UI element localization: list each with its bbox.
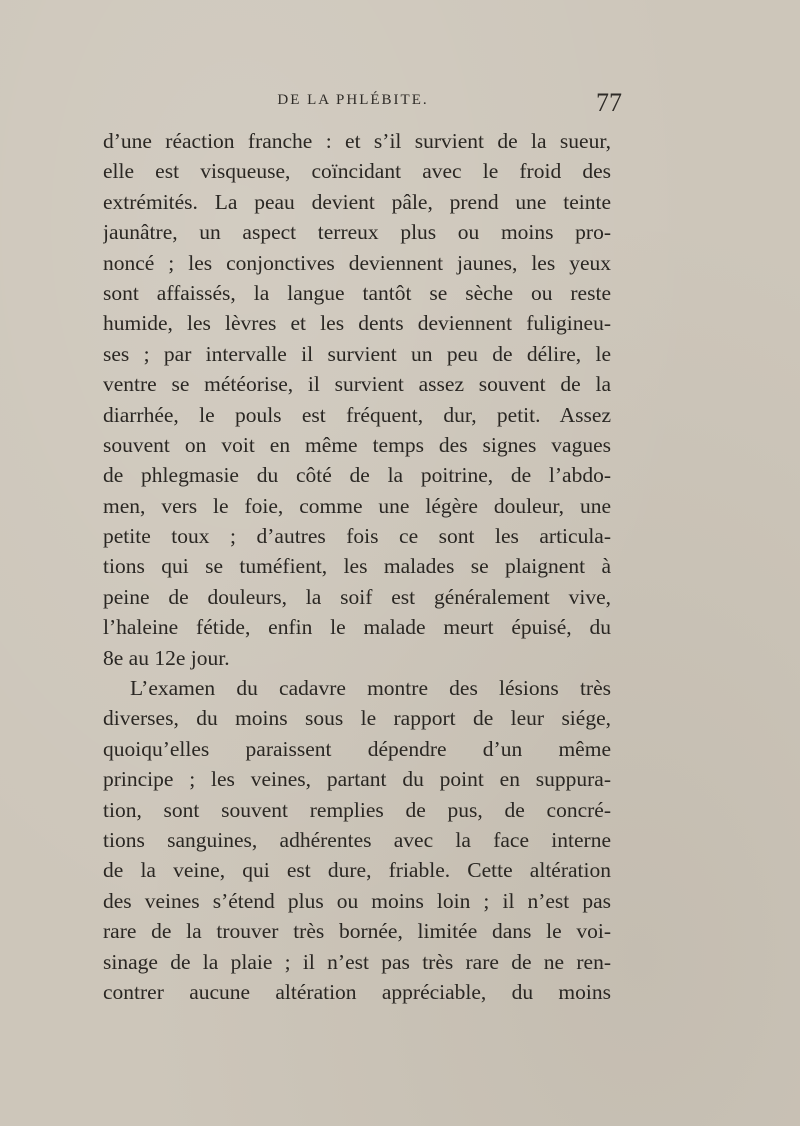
text-line: peine de douleurs, la soif est généralement vive, — [103, 584, 611, 609]
text-line: diverses, du moins sous le rapport de leur siége, — [103, 706, 611, 731]
text-line: souvent on voit en même temps des signes vagues — [103, 432, 611, 457]
running-title: DE LA PHLÉBITE. — [277, 92, 429, 108]
body-text — [103, 126, 611, 1007]
text-line: elle est visqueuse, coïncidant avec le froid des — [103, 159, 611, 184]
text-line: contrer aucune altération appréciable, du moins — [103, 979, 611, 1004]
text-line: humide, les lèvres et les dents deviennent fuligineu- — [103, 311, 611, 336]
text-line: quoiqu’elles paraissent dépendre d’un même — [103, 736, 611, 761]
text-line: principe ; les veines, partant du point en suppura- — [103, 767, 611, 792]
page-number: 77 — [596, 88, 622, 117]
text-line: rare de la trouver très bornée, limitée dans le voi- — [103, 919, 611, 944]
text-line: extrémités. La peau devient pâle, prend une teinte — [103, 189, 611, 214]
text-line: diarrhée, le pouls est fréquent, dur, petit. Assez — [103, 402, 611, 427]
text-line: d’une réaction franche : et s’il survient de la sueur, — [103, 129, 611, 153]
paragraph-start-line: L’examen du cadavre montre des lésions très — [130, 676, 611, 701]
text-line: tion, sont souvent remplies de pus, de concré- — [103, 797, 611, 822]
text-line: jaunâtre, un aspect terreux plus ou moins pro- — [103, 220, 611, 245]
text-line: petite toux ; d’autres fois ce sont les articula- — [103, 524, 611, 549]
text-line: tions qui se tuméfient, les malades se plaignent à — [103, 554, 611, 579]
text-line: sont affaissés, la langue tantôt se sèche ou reste — [103, 280, 611, 305]
text-line: noncé ; les conjonctives deviennent jaunes, les yeux — [103, 250, 611, 275]
text-line: l’haleine fétide, enfin le malade meurt épuisé, du — [103, 615, 611, 640]
text-line: ses ; par intervalle il survient un peu de délire, le — [103, 341, 611, 366]
text-line: de la veine, qui est dure, friable. Cette altération — [103, 858, 611, 883]
page-header — [0, 88, 800, 118]
text-line: men, vers le foie, comme une légère douleur, une — [103, 493, 611, 518]
text-line: des veines s’étend plus ou moins loin ; il n’est pas — [103, 888, 611, 913]
text-line: ventre se météorise, il survient assez souvent de la — [103, 372, 611, 397]
text-line: de phlegmasie du côté de la poitrine, de l’abdo- — [103, 463, 611, 488]
text-line: tions sanguines, adhérentes avec la face interne — [103, 827, 611, 852]
paragraph-end-line: 8e au 12e jour. — [103, 645, 230, 670]
text-line: sinage de la plaie ; il n’est pas très rare de ne ren- — [103, 949, 611, 974]
